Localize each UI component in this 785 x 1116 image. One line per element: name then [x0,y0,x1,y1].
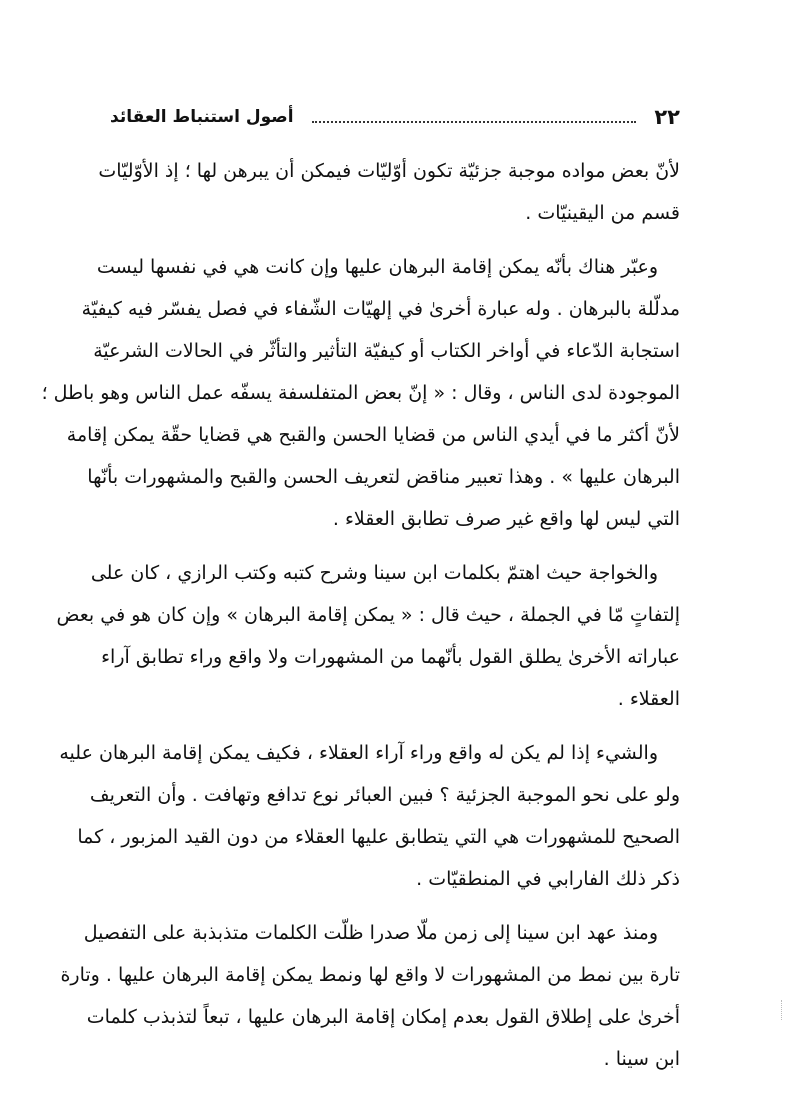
paragraph-3 [56,552,680,720]
text-line: وعبّر هناك بأنّه يمكن إقامة البرهان عليها وإن كانت هي في نفسها ليست [96,256,658,278]
text-line: لأنّ بعض مواده موجبة جزئيّة تكون أوّليّات فيمكن أن يبرهن لها ؛ إذ الأوّليّات [98,160,680,182]
text-line: إلتفاتٍ مّا في الجملة ، حيث قال : « يمكن إقامة البرهان » وإن كان هو في بعض [56,604,680,626]
page-body [41,150,680,1092]
paragraph-2 [41,246,680,540]
text-line: العقلاء . [617,688,680,710]
paragraph-1 [98,150,680,234]
text-line: البرهان عليها » . وهذا تعبير مناقض لتعريف الحسن والقبح والمشهورات بأنّها [87,466,680,488]
text-line: والشيء إذا لم يكن له واقع وراء آراء العقلاء ، فكيف يمكن إقامة البرهان عليه [59,742,658,764]
text-line: لأنّ أكثر ما في أيدي الناس من قضايا الحسن والقبح هي قضايا حقّة يمكن إقامة [66,424,680,446]
text-line: ولو على نحو الموجبة الجزئية ؟ فبين العبائر نوع تدافع وتهافت . وأن التعريف [89,784,680,806]
text-line: ومنذ عهد ابن سينا إلى زمن ملّا صدرا ظلّت الكلمات متذبذبة على التفصيل [83,922,658,944]
running-title: أصول استنباط العقائد [110,107,294,127]
scan-edge-mark [775,1000,782,1020]
text-line: ابن سينا . [603,1048,680,1070]
page-number: ٢٢ [654,105,680,129]
text-line: التي ليس لها واقع غير صرف تطابق العقلاء . [332,508,680,530]
text-line: والخواجة حيث اهتمّ بكلمات ابن سينا وشرح كتبه وكتب الرازي ، كان على [90,562,658,584]
paragraph-5 [60,912,680,1080]
text-line: أخرىٰ على إطلاق القول بعدم إمكان إقامة البرهان عليها ، تبعاً لتذبذب كلمات [86,1006,680,1028]
page-header [110,100,680,134]
text-line: عباراته الأخرىٰ يطلق القول بأنّهما من المشهورات ولا واقع وراء تطابق آراء [101,646,680,668]
text-line: قسم من اليقينيّات . [525,202,680,224]
text-line: الموجودة لدى الناس ، وقال : « إنّ بعض المتفلسفة يسفّه عمل الناس وهو باطل ؛ [41,382,680,404]
text-line: الصحيح للمشهورات هي التي يتطابق عليها العقلاء من دون القيد المزبور ، كما [77,826,680,848]
text-line: استجابة الدّعاء في أواخر الكتاب أو كيفيّة التأثير والتأثّر في الحالات الشرعيّة [93,340,680,362]
text-line: تارة بين نمط من المشهورات لا واقع لها ونمط يمكن إقامة البرهان عليها . وتارة [60,964,680,986]
text-line: ذكر ذلك الفارابي في المنطقيّات . [416,868,680,890]
text-line: مدلّلة بالبرهان . وله عبارة أخرىٰ في إلهيّات الشّفاء في فصل يفسّر فيه كيفيّة [81,298,680,320]
paragraph-4 [59,732,680,900]
dotted-leader [312,121,637,123]
